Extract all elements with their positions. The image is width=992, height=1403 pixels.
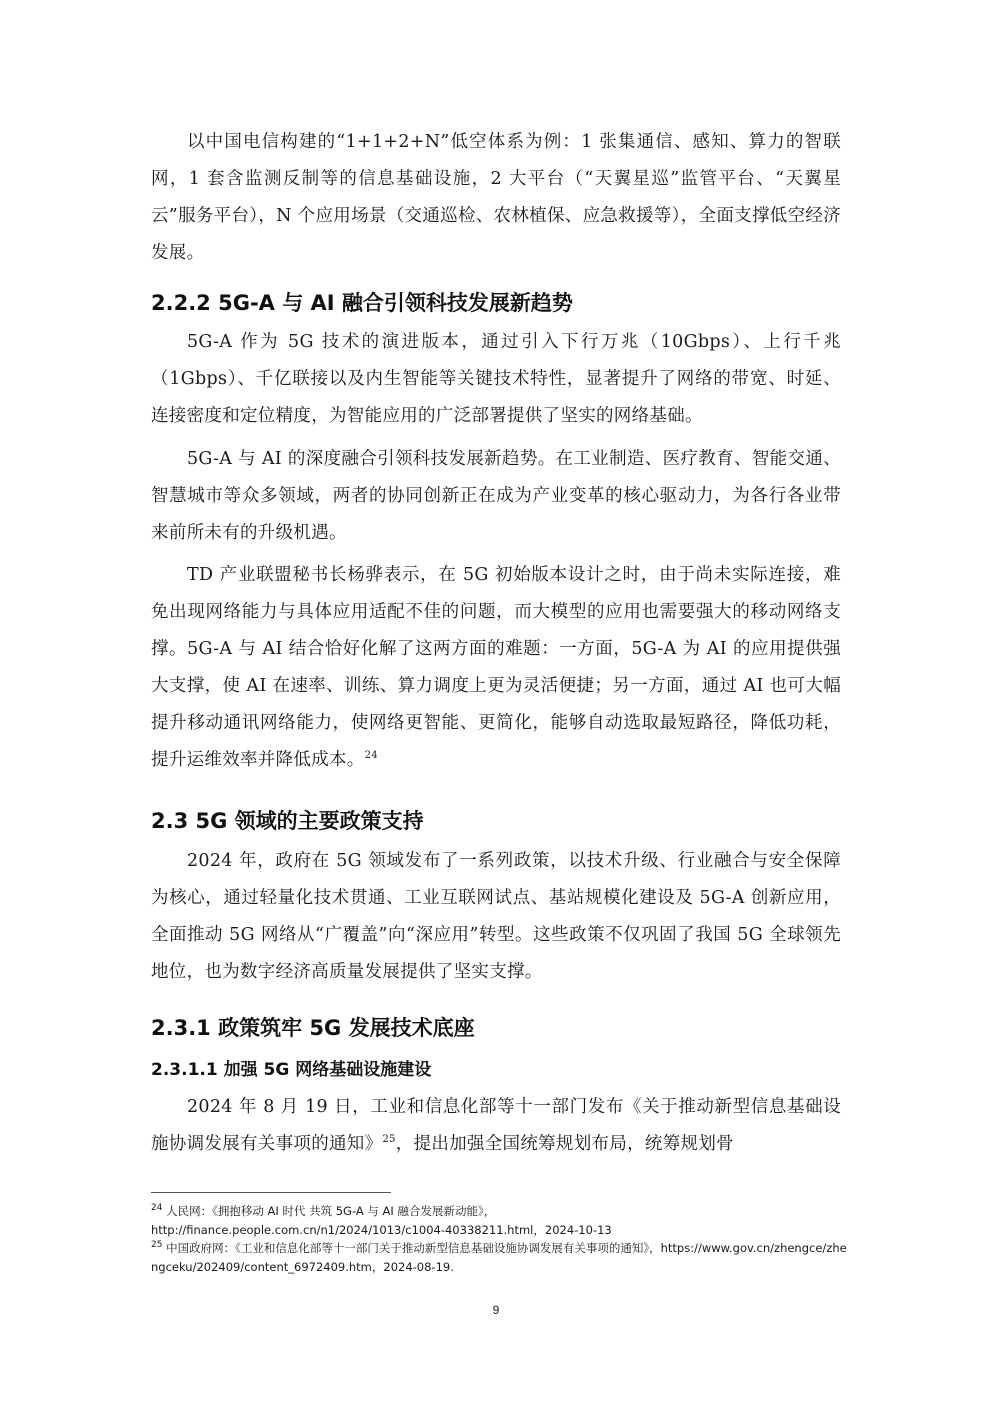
paragraph-miit-notice [151, 1089, 841, 1163]
paragraph-5ga-ai-fusion: 5G-A 与 AI 的深度融合引领科技发展新趋势。在工业制造、医疗教育、智能交通、智慧城市等众多领域，两者的协同创新正在成为产业变革的核心驱动力，为各行各业带来前所未有的升级机遇。 [151, 449, 841, 543]
footnote-24-text: 人民网：《拥抱移动 AI 时代 共筑 5G-A 与 AI 融合发展新动能》， [162, 1204, 496, 1218]
footnote-ref-24: 24 [364, 750, 378, 762]
paragraph-td-alliance-quote [151, 557, 841, 779]
paragraph-miit-notice-text-b: ，提出加强全国统筹规划布局，统筹规划骨 [395, 1134, 734, 1154]
paragraph-miit-notice-text-a: 2024 年 8 月 19 日，工业和信息化部等十一部门发布《关于推动新型信息基础设施协调发展有关事项的通知》 [151, 1097, 841, 1154]
heading-2-2-2: 2.2.2 5G-A 与 AI 融合引领科技发展新趋势 [151, 291, 573, 315]
footnote-ref-25: 25 [382, 1134, 396, 1146]
heading-2-3-1: 2.3.1 政策筑牢 5G 发展技术底座 [151, 1016, 475, 1040]
paragraph-low-altitude-system: 以中国电信构建的“1+1+2+N”低空体系为例：1 张集通信、感知、算力的智联网，1 套含监测反制等的信息基础设施，2 大平台（“天翼星巡”监管平台、“天翼星云”服务平台），N 个应用场景（交通巡检、农林植保、应急救援等），全面支撑低空经济发展。 [151, 132, 841, 263]
footnote-24 [151, 1202, 851, 1239]
page-number: 9 [492, 1303, 500, 1317]
footnote-divider [151, 1192, 391, 1193]
footnote-24-mark: 24 [151, 1203, 163, 1214]
footnote-25-mark: 25 [151, 1240, 163, 1251]
footnote-25 [151, 1239, 851, 1276]
heading-2-3-1-1: 2.3.1.1 加强 5G 网络基础设施建设 [151, 1060, 432, 1080]
paragraph-policy-overview: 2024 年，政府在 5G 领域发布了一系列政策，以技术升级、行业融合与安全保障为核心，通过轻量化技术贯通、工业互联网试点、基站规模化建设及 5G-A 创新应用，全面推动 5G 网络从“广覆盖”向“深应用”转型。这些政策不仅巩固了我国 5G 全球领先地位，也为数字经济高质量发展提供了坚实支撑。 [151, 851, 841, 982]
paragraph-td-alliance-text: TD 产业联盟秘书长杨骅表示，在 5G 初始版本设计之时，由于尚未实际连接，难免出现网络能力与具体应用适配不佳的问题，而大模型的应用也需要强大的移动网络支撑。5G-A 与 AI 结合恰好化解了这两方面的难题：一方面，5G-A 为 AI 的应用提供强大支撑，使 AI 在速率、训练、算力调度上更为灵活便捷；另一方面，通过 AI 也可大幅提升移动通讯网络能力，使网络更智能、更简化，能够自动选取最短路径，降低功耗，提升运维效率并降低成本。 [151, 565, 841, 770]
footnote-25-text: 中国政府网：《工业和信息化部等十一部门关于推动新型信息基础设施协调发展有关事项的通知》，https://www.gov.cn/zhengce/zhengceku/202409/content_6972409.htm，2024-08-19. [151, 1241, 847, 1274]
paragraph-5ga-evolution: 5G-A 作为 5G 技术的演进版本，通过引入下行万兆（10Gbps）、上行千兆（1Gbps）、千亿联接以及内生智能等关键技术特性，显著提升了网络的带宽、时延、连接密度和定位精度，为智能应用的广泛部署提供了坚实的网络基础。 [151, 332, 841, 426]
footnote-24-url: http://finance.people.com.cn/n1/2024/1013/c1004-40338211.html，2024-10-13 [151, 1222, 612, 1237]
heading-2-3: 2.3 5G 领域的主要政策支持 [151, 809, 424, 833]
